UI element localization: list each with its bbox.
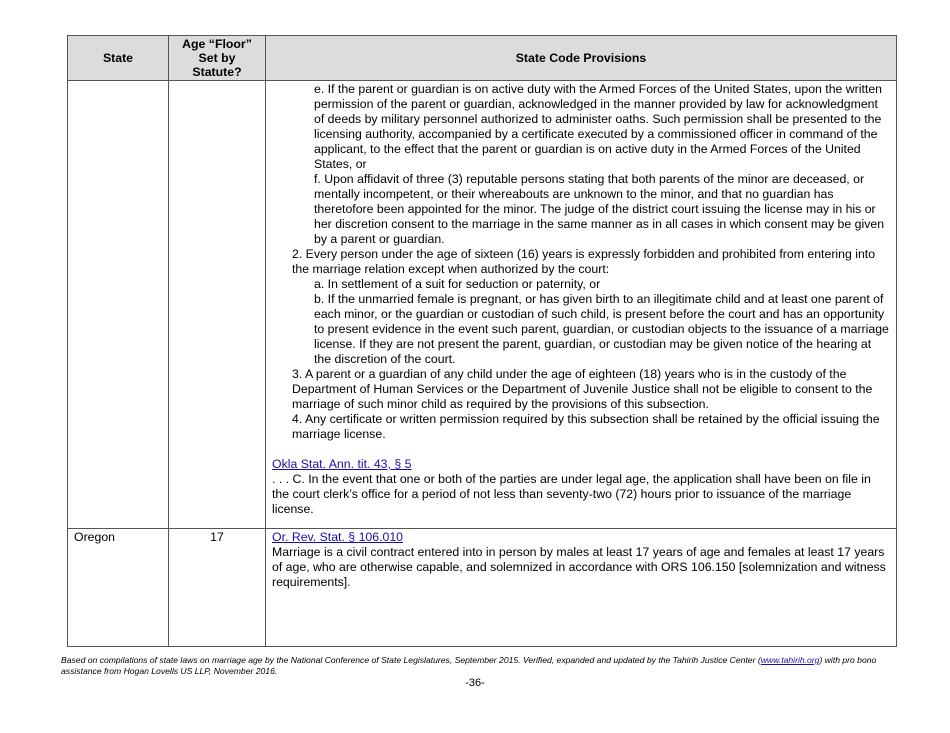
footer-note-text: Based on compilations of state laws on marriage age by the National Conference of State Legislatures, September 2015. Verified, expanded and updated by the Tahirih Justice Center ( — [61, 655, 761, 665]
provisions-table — [67, 35, 897, 647]
age-cell — [169, 81, 266, 529]
provision-paragraph: a. In settlement of a suit for seduction or paternity, or — [314, 277, 601, 291]
provisions-cell — [266, 529, 897, 647]
header-state-code-provisions: State Code Provisions — [266, 36, 897, 81]
footer-note-text: ) with pro bono assistance from Hogan Lovells US LLP, November 2016. — [61, 655, 877, 676]
page-number: -36- — [465, 677, 485, 689]
citation-link-oregon[interactable]: Or. Rev. Stat. § 106.010 — [272, 530, 404, 544]
footer-note — [61, 655, 891, 677]
provisions-cell — [266, 81, 897, 529]
table-row-oregon — [68, 529, 897, 647]
provision-paragraph: f. Upon affidavit of three (3) reputable persons stating that both parents of the minor are deceased, or mentally incompetent, or their whereabouts are unknown to the minor, and that no guardian has theretofore been appointed for the minor. The judge of the district court issuing the license may in his or her discretion consent to the marriage in the same manner as in all cases in which consent may be given by a parent or guardian. — [314, 172, 885, 246]
footer-link[interactable]: www.tahirih.org — [760, 655, 820, 665]
spacer — [272, 442, 890, 457]
citation-link-okla[interactable]: Okla Stat. Ann. tit. 43, § 5 — [272, 457, 412, 471]
provision-paragraph: b. If the unmarried female is pregnant, or has given birth to an illegitimate child and at least one parent of each minor, or the guardian or custodian of such child, is present before the court and has an opportunity to present evidence in the event such parent, guardian, or custodian objects to the issuance of a marriage license. If they are not present the parent, guardian, or custodian may be given notice of the hearing at the discretion of the court. — [314, 292, 889, 366]
provision-paragraph: 3. A parent or a guardian of any child under the age of eighteen (18) years who is in the custody of the Department of Human Services or the Department of Juvenile Justice shall not be eligible to consent to the marriage of such minor child as required by the provisions of this subsection. — [292, 367, 873, 411]
citation-text: . . . C. In the event that one or both of the parties are under legal age, the application shall have been on file in the court clerk’s office for a period of not less than seventy-two (72) hours prior to issuance of the marriage license. — [272, 472, 871, 516]
state-cell — [68, 81, 169, 529]
table-header-row — [68, 36, 897, 81]
statute-text: Marriage is a civil contract entered into in person by males at least 17 years of age and females at least 17 years of age, who are otherwise capable, and solemnized in accordance with ORS 106.150 [solemnization and witness requirements]. — [272, 545, 886, 589]
header-age-floor: Age “Floor” Set by Statute? — [169, 36, 266, 81]
table-row-oklahoma-continued — [68, 81, 897, 529]
state-cell: Oregon — [68, 529, 169, 647]
provision-paragraph: 2. Every person under the age of sixteen (16) years is expressly forbidden and prohibited from entering into the marriage relation except when authorized by the court: — [292, 247, 876, 276]
header-state: State — [68, 36, 169, 81]
provision-paragraph: 4. Any certificate or written permission required by this subsection shall be retained by the official issuing the marriage license. — [292, 412, 880, 441]
provision-paragraph: e. If the parent or guardian is on active duty with the Armed Forces of the United States, upon the written permission of the parent or guardian, acknowledged in the manner provided by law for acknowledgment of deeds by military personnel authorized to administer oaths. Such permission shall be presented to the licensing authority, accompanied by a certificate executed by a commissioned officer in command of the applicant, to the effect that the parent or guardian is on active duty in the Armed Forces of the United States, or — [314, 82, 883, 171]
age-cell: 17 — [169, 529, 266, 647]
